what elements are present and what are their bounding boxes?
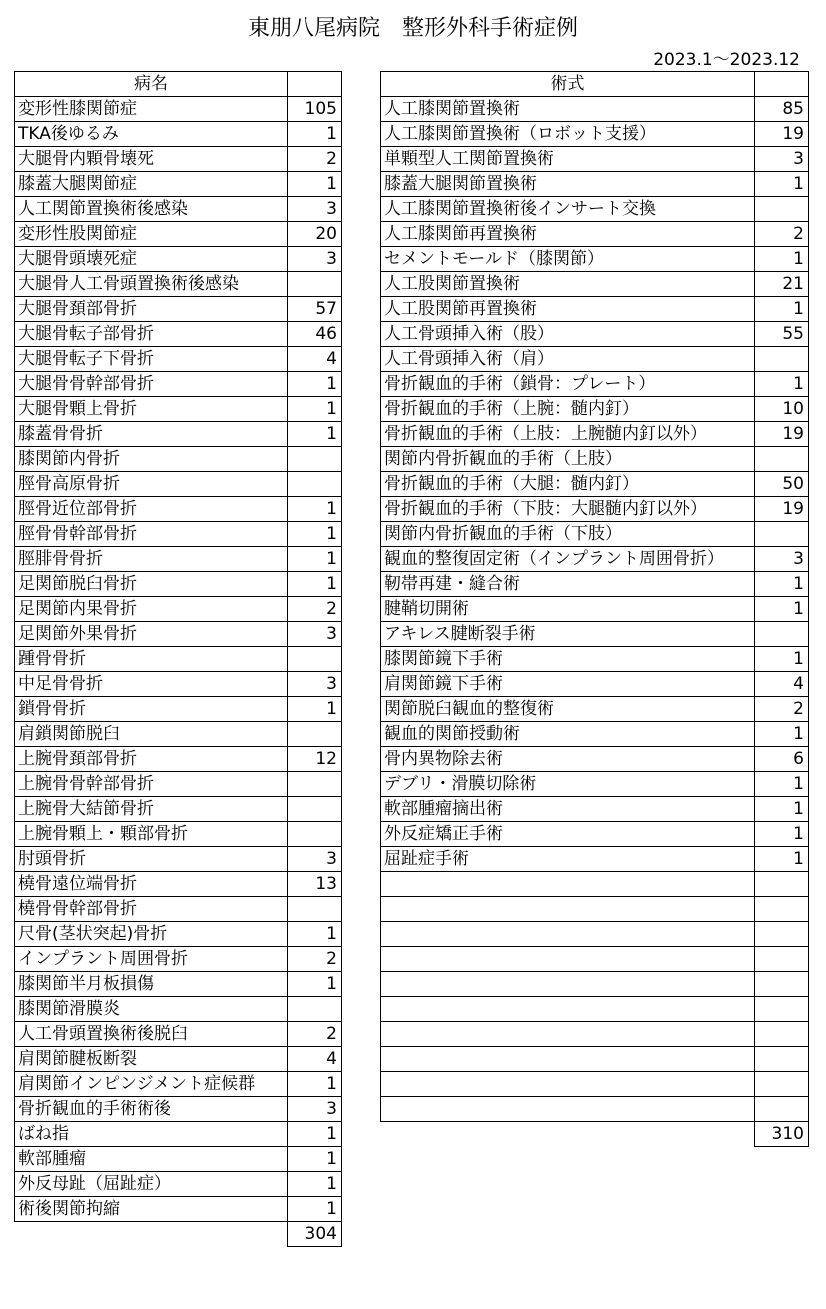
disease-count-cell: 3 — [288, 847, 342, 872]
disease-name-cell: 脛腓骨骨折 — [15, 547, 288, 572]
disease-name-cell: 膝蓋大腿関節症 — [15, 172, 288, 197]
procedure-count-cell: 10 — [755, 397, 809, 422]
procedure-row — [381, 822, 809, 847]
disease-name-cell: 足関節外果骨折 — [15, 622, 288, 647]
procedure-row — [381, 522, 809, 547]
procedure-row — [381, 447, 809, 472]
procedure-count-cell: 3 — [755, 547, 809, 572]
disease-row — [15, 622, 342, 647]
disease-count-cell: 1 — [288, 397, 342, 422]
disease-count-cell: 3 — [288, 622, 342, 647]
procedure-name-cell: 骨内異物除去術 — [381, 747, 755, 772]
disease-row — [15, 172, 342, 197]
disease-header-row — [15, 72, 342, 97]
procedure-row — [381, 347, 809, 372]
disease-name-cell: 大腿骨転子下骨折 — [15, 347, 288, 372]
disease-name-cell: 膝関節滑膜炎 — [15, 997, 288, 1022]
procedure-row — [381, 997, 809, 1022]
procedure-row — [381, 1072, 809, 1097]
disease-row — [15, 272, 342, 297]
procedure-name-cell: 肩関節鏡下手術 — [381, 672, 755, 697]
disease-count-cell: 1 — [288, 547, 342, 572]
procedure-name-cell: 単顆型人工関節置換術 — [381, 147, 755, 172]
disease-count-cell — [288, 272, 342, 297]
disease-name-cell: 大腿骨転子部骨折 — [15, 322, 288, 347]
disease-name-cell: 人工骨頭置換術後脱臼 — [15, 1022, 288, 1047]
procedure-count-cell: 1 — [755, 597, 809, 622]
procedure-count-cell: 1 — [755, 647, 809, 672]
disease-count-cell — [288, 472, 342, 497]
procedure-name-cell: 外反症矯正手術 — [381, 822, 755, 847]
disease-row — [15, 1197, 342, 1222]
disease-name-cell: 骨折観血的手術術後 — [15, 1097, 288, 1122]
disease-row — [15, 1122, 342, 1147]
disease-row — [15, 797, 342, 822]
disease-count-cell: 57 — [288, 297, 342, 322]
disease-count-cell: 13 — [288, 872, 342, 897]
disease-name-cell: 大腿骨人工骨頭置換術後感染 — [15, 272, 288, 297]
procedure-row — [381, 1022, 809, 1047]
disease-name-cell: 大腿骨顆上骨折 — [15, 397, 288, 422]
disease-name-cell: 外反母趾（屈趾症） — [15, 1172, 288, 1197]
procedure-count-cell — [755, 1072, 809, 1097]
disease-count-cell — [288, 447, 342, 472]
procedure-count-cell: 19 — [755, 422, 809, 447]
procedure-count-cell: 50 — [755, 472, 809, 497]
disease-count-cell: 1 — [288, 1172, 342, 1197]
procedure-name-cell: 人工骨頭挿入術（股） — [381, 322, 755, 347]
procedure-count-cell: 3 — [755, 147, 809, 172]
disease-row — [15, 772, 342, 797]
procedure-row — [381, 722, 809, 747]
procedure-name-cell: 腱鞘切開術 — [381, 597, 755, 622]
disease-count-cell: 1 — [288, 572, 342, 597]
disease-name-cell: 肩鎖関節脱臼 — [15, 722, 288, 747]
procedure-row — [381, 197, 809, 222]
disease-name-cell: 脛骨高原骨折 — [15, 472, 288, 497]
procedure-row — [381, 847, 809, 872]
disease-row — [15, 147, 342, 172]
disease-table — [14, 71, 342, 1247]
disease-name-cell: 人工関節置換術後感染 — [15, 197, 288, 222]
procedure-count-cell — [755, 947, 809, 972]
procedure-row — [381, 222, 809, 247]
disease-count-cell: 1 — [288, 972, 342, 997]
procedure-row — [381, 472, 809, 497]
procedure-row — [381, 372, 809, 397]
procedure-count-cell: 19 — [755, 122, 809, 147]
disease-name-cell: 脛骨近位部骨折 — [15, 497, 288, 522]
disease-row — [15, 647, 342, 672]
disease-count-cell: 3 — [288, 672, 342, 697]
procedure-count-cell: 1 — [755, 247, 809, 272]
procedure-row — [381, 322, 809, 347]
disease-count-cell — [288, 897, 342, 922]
disease-row — [15, 1097, 342, 1122]
disease-name-cell: 橈骨骨幹部骨折 — [15, 897, 288, 922]
procedure-name-cell: 観血的整復固定術（インプラント周囲骨折） — [381, 547, 755, 572]
procedure-name-cell: 関節内骨折観血的手術（下肢） — [381, 522, 755, 547]
procedure-row — [381, 97, 809, 122]
procedure-count-cell — [755, 997, 809, 1022]
disease-row — [15, 472, 342, 497]
procedure-row — [381, 797, 809, 822]
disease-name-cell: 大腿骨頚部骨折 — [15, 297, 288, 322]
disease-count-cell — [288, 997, 342, 1022]
disease-name-cell: 上腕骨大結節骨折 — [15, 797, 288, 822]
procedure-total-value: 310 — [755, 1122, 809, 1147]
disease-count-cell: 1 — [288, 1122, 342, 1147]
disease-total-row — [15, 1222, 342, 1247]
procedure-name-cell: 人工股関節置換術 — [381, 272, 755, 297]
disease-count-cell: 2 — [288, 597, 342, 622]
procedure-name-cell — [381, 947, 755, 972]
disease-count-cell: 20 — [288, 222, 342, 247]
disease-name-cell: 膝蓋骨骨折 — [15, 422, 288, 447]
procedure-column-header: 術式 — [381, 72, 755, 97]
disease-count-cell: 1 — [288, 372, 342, 397]
disease-name-cell: 肩関節インピンジメント症候群 — [15, 1072, 288, 1097]
procedure-name-cell: 骨折観血的手術（下肢：大腿髄内釘以外） — [381, 497, 755, 522]
disease-row — [15, 222, 342, 247]
procedure-row — [381, 772, 809, 797]
disease-count-cell: 1 — [288, 922, 342, 947]
procedure-row — [381, 547, 809, 572]
procedure-name-cell — [381, 897, 755, 922]
procedure-count-cell — [755, 447, 809, 472]
procedure-name-cell: 関節内骨折観血的手術（上肢） — [381, 447, 755, 472]
procedure-row — [381, 622, 809, 647]
procedure-count-cell: 19 — [755, 497, 809, 522]
procedure-count-cell — [755, 1097, 809, 1122]
procedure-count-cell: 85 — [755, 97, 809, 122]
disease-row — [15, 497, 342, 522]
disease-count-cell — [288, 722, 342, 747]
procedure-count-cell: 1 — [755, 847, 809, 872]
procedure-name-cell — [381, 1047, 755, 1072]
disease-row — [15, 822, 342, 847]
procedure-count-cell: 6 — [755, 747, 809, 772]
procedure-name-cell — [381, 1097, 755, 1122]
procedure-name-cell: 人工膝関節置換術（ロボット支援） — [381, 122, 755, 147]
disease-name-cell: 上腕骨骨幹部骨折 — [15, 772, 288, 797]
disease-name-cell: ばね指 — [15, 1122, 288, 1147]
procedure-name-cell: 人工膝関節再置換術 — [381, 222, 755, 247]
disease-row — [15, 97, 342, 122]
procedure-name-cell — [381, 997, 755, 1022]
procedure-count-cell — [755, 1047, 809, 1072]
procedure-count-cell — [755, 972, 809, 997]
procedure-name-cell: 骨折観血的手術（上腕：髄内釘） — [381, 397, 755, 422]
disease-count-cell — [288, 647, 342, 672]
procedure-name-cell: 屈趾症手術 — [381, 847, 755, 872]
procedure-name-cell — [381, 872, 755, 897]
disease-name-cell: 上腕骨頚部骨折 — [15, 747, 288, 772]
disease-count-cell: 1 — [288, 1072, 342, 1097]
procedure-row — [381, 647, 809, 672]
disease-count-cell: 1 — [288, 1197, 342, 1222]
disease-row — [15, 347, 342, 372]
disease-name-cell: 肩関節腱板断裂 — [15, 1047, 288, 1072]
procedure-count-cell: 1 — [755, 297, 809, 322]
procedure-name-cell: 骨折観血的手術（鎖骨：プレート） — [381, 372, 755, 397]
disease-name-cell: 大腿骨頭壊死症 — [15, 247, 288, 272]
disease-row — [15, 572, 342, 597]
procedure-name-cell: 膝関節鏡下手術 — [381, 647, 755, 672]
procedure-row — [381, 572, 809, 597]
procedure-count-cell — [755, 347, 809, 372]
procedure-name-cell — [381, 1072, 755, 1097]
procedure-name-cell: 骨折観血的手術（上肢：上腕髄内釘以外） — [381, 422, 755, 447]
disease-row — [15, 1172, 342, 1197]
procedure-count-cell — [755, 922, 809, 947]
disease-count-cell: 46 — [288, 322, 342, 347]
disease-total-spacer — [15, 1222, 288, 1247]
procedure-count-cell: 1 — [755, 372, 809, 397]
disease-name-cell: 変形性膝関節症 — [15, 97, 288, 122]
disease-name-cell: 大腿骨骨幹部骨折 — [15, 372, 288, 397]
procedure-name-cell: セメントモールド（膝関節） — [381, 247, 755, 272]
disease-name-cell: 術後関節拘縮 — [15, 1197, 288, 1222]
procedure-count-header — [755, 72, 809, 97]
disease-count-cell: 1 — [288, 497, 342, 522]
page-title: 東朋八尾病院 整形外科手術症例 — [247, 16, 578, 41]
disease-count-cell: 105 — [288, 97, 342, 122]
procedure-count-cell — [755, 522, 809, 547]
procedure-table — [380, 71, 809, 1147]
disease-count-cell: 4 — [288, 1047, 342, 1072]
procedure-row — [381, 297, 809, 322]
disease-name-cell: 膝関節半月板損傷 — [15, 972, 288, 997]
disease-row — [15, 997, 342, 1022]
disease-row — [15, 247, 342, 272]
procedure-count-cell: 1 — [755, 572, 809, 597]
disease-count-cell: 1 — [288, 422, 342, 447]
disease-name-cell: 大腿骨内顆骨壊死 — [15, 147, 288, 172]
disease-count-cell — [288, 772, 342, 797]
procedure-count-cell — [755, 197, 809, 222]
procedure-count-cell: 1 — [755, 822, 809, 847]
procedure-count-cell — [755, 622, 809, 647]
procedure-count-cell: 1 — [755, 722, 809, 747]
disease-name-cell: TKA後ゆるみ — [15, 122, 288, 147]
procedure-name-cell: 人工膝関節置換術 — [381, 97, 755, 122]
procedure-name-cell: 人工骨頭挿入術（肩） — [381, 347, 755, 372]
disease-column-header: 病名 — [15, 72, 288, 97]
disease-count-cell: 12 — [288, 747, 342, 772]
procedure-count-cell: 55 — [755, 322, 809, 347]
disease-name-cell: 軟部腫瘤 — [15, 1147, 288, 1172]
disease-count-cell: 3 — [288, 1097, 342, 1122]
procedure-row — [381, 172, 809, 197]
procedure-count-cell: 2 — [755, 222, 809, 247]
disease-count-cell: 4 — [288, 347, 342, 372]
disease-name-cell: 尺骨(茎状突起)骨折 — [15, 922, 288, 947]
disease-count-cell — [288, 822, 342, 847]
procedure-row — [381, 247, 809, 272]
procedure-row — [381, 397, 809, 422]
procedure-row — [381, 697, 809, 722]
disease-count-cell: 2 — [288, 147, 342, 172]
procedure-row — [381, 922, 809, 947]
disease-row — [15, 1047, 342, 1072]
disease-count-cell: 1 — [288, 1147, 342, 1172]
disease-count-cell: 1 — [288, 522, 342, 547]
disease-count-cell — [288, 797, 342, 822]
disease-name-cell: 上腕骨顆上・顆部骨折 — [15, 822, 288, 847]
procedure-name-cell: アキレス腱断裂手術 — [381, 622, 755, 647]
disease-row — [15, 672, 342, 697]
procedure-name-cell: 骨折観血的手術（大腿：髄内釘） — [381, 472, 755, 497]
disease-row — [15, 197, 342, 222]
procedure-row — [381, 872, 809, 897]
procedure-name-cell — [381, 922, 755, 947]
disease-row — [15, 1022, 342, 1047]
disease-count-cell: 1 — [288, 697, 342, 722]
disease-row — [15, 847, 342, 872]
disease-row — [15, 597, 342, 622]
procedure-row — [381, 1097, 809, 1122]
disease-row — [15, 897, 342, 922]
disease-row — [15, 547, 342, 572]
procedure-row — [381, 747, 809, 772]
procedure-row — [381, 947, 809, 972]
disease-count-cell: 2 — [288, 1022, 342, 1047]
procedure-name-cell: 人工膝関節置換術後インサート交換 — [381, 197, 755, 222]
procedure-name-cell: 靭帯再建・縫合術 — [381, 572, 755, 597]
procedure-row — [381, 897, 809, 922]
disease-row — [15, 1147, 342, 1172]
disease-name-cell: 脛骨骨幹部骨折 — [15, 522, 288, 547]
disease-name-cell: 肘頭骨折 — [15, 847, 288, 872]
disease-row — [15, 747, 342, 772]
disease-row — [15, 372, 342, 397]
period-label: 2023.1～2023.12 — [653, 50, 800, 70]
disease-row — [15, 972, 342, 997]
disease-count-cell: 1 — [288, 172, 342, 197]
procedure-name-cell — [381, 1022, 755, 1047]
procedure-header-row — [381, 72, 809, 97]
procedure-row — [381, 597, 809, 622]
disease-name-cell: インプラント周囲骨折 — [15, 947, 288, 972]
disease-count-cell: 3 — [288, 197, 342, 222]
disease-row — [15, 697, 342, 722]
procedure-count-cell: 1 — [755, 172, 809, 197]
procedure-count-cell — [755, 897, 809, 922]
procedure-name-cell: 関節脱臼観血的整復術 — [381, 697, 755, 722]
disease-row — [15, 447, 342, 472]
procedure-count-cell: 4 — [755, 672, 809, 697]
disease-name-cell: 橈骨遠位端骨折 — [15, 872, 288, 897]
procedure-row — [381, 272, 809, 297]
disease-total-value: 304 — [288, 1222, 342, 1247]
procedure-row — [381, 972, 809, 997]
procedure-row — [381, 1047, 809, 1072]
disease-name-cell: 鎖骨骨折 — [15, 697, 288, 722]
disease-row — [15, 397, 342, 422]
procedure-count-cell: 21 — [755, 272, 809, 297]
procedure-total-row — [381, 1122, 809, 1147]
disease-row — [15, 922, 342, 947]
disease-count-cell: 2 — [288, 947, 342, 972]
procedure-name-cell: 膝蓋大腿関節置換術 — [381, 172, 755, 197]
disease-row — [15, 872, 342, 897]
disease-name-cell: 足関節脱臼骨折 — [15, 572, 288, 597]
disease-name-cell: 膝関節内骨折 — [15, 447, 288, 472]
disease-row — [15, 122, 342, 147]
procedure-count-cell — [755, 872, 809, 897]
disease-row — [15, 522, 342, 547]
procedure-count-cell: 1 — [755, 797, 809, 822]
disease-row — [15, 722, 342, 747]
procedure-name-cell — [381, 972, 755, 997]
disease-row — [15, 322, 342, 347]
procedure-row — [381, 672, 809, 697]
disease-name-cell: 中足骨骨折 — [15, 672, 288, 697]
procedure-total-spacer — [381, 1122, 755, 1147]
disease-row — [15, 1072, 342, 1097]
disease-count-cell: 3 — [288, 247, 342, 272]
disease-row — [15, 947, 342, 972]
disease-name-cell: 変形性股関節症 — [15, 222, 288, 247]
disease-row — [15, 422, 342, 447]
disease-name-cell: 足関節内果骨折 — [15, 597, 288, 622]
procedure-row — [381, 147, 809, 172]
procedure-count-cell: 2 — [755, 697, 809, 722]
disease-row — [15, 297, 342, 322]
disease-count-cell: 1 — [288, 122, 342, 147]
procedure-name-cell: 人工股関節再置換術 — [381, 297, 755, 322]
procedure-row — [381, 422, 809, 447]
disease-name-cell: 踵骨骨折 — [15, 647, 288, 672]
procedure-row — [381, 122, 809, 147]
procedure-row — [381, 497, 809, 522]
procedure-count-cell — [755, 1022, 809, 1047]
procedure-name-cell: 軟部腫瘤摘出術 — [381, 797, 755, 822]
disease-count-header — [288, 72, 342, 97]
procedure-count-cell: 1 — [755, 772, 809, 797]
procedure-name-cell: デブリ・滑膜切除術 — [381, 772, 755, 797]
procedure-name-cell: 観血的関節授動術 — [381, 722, 755, 747]
